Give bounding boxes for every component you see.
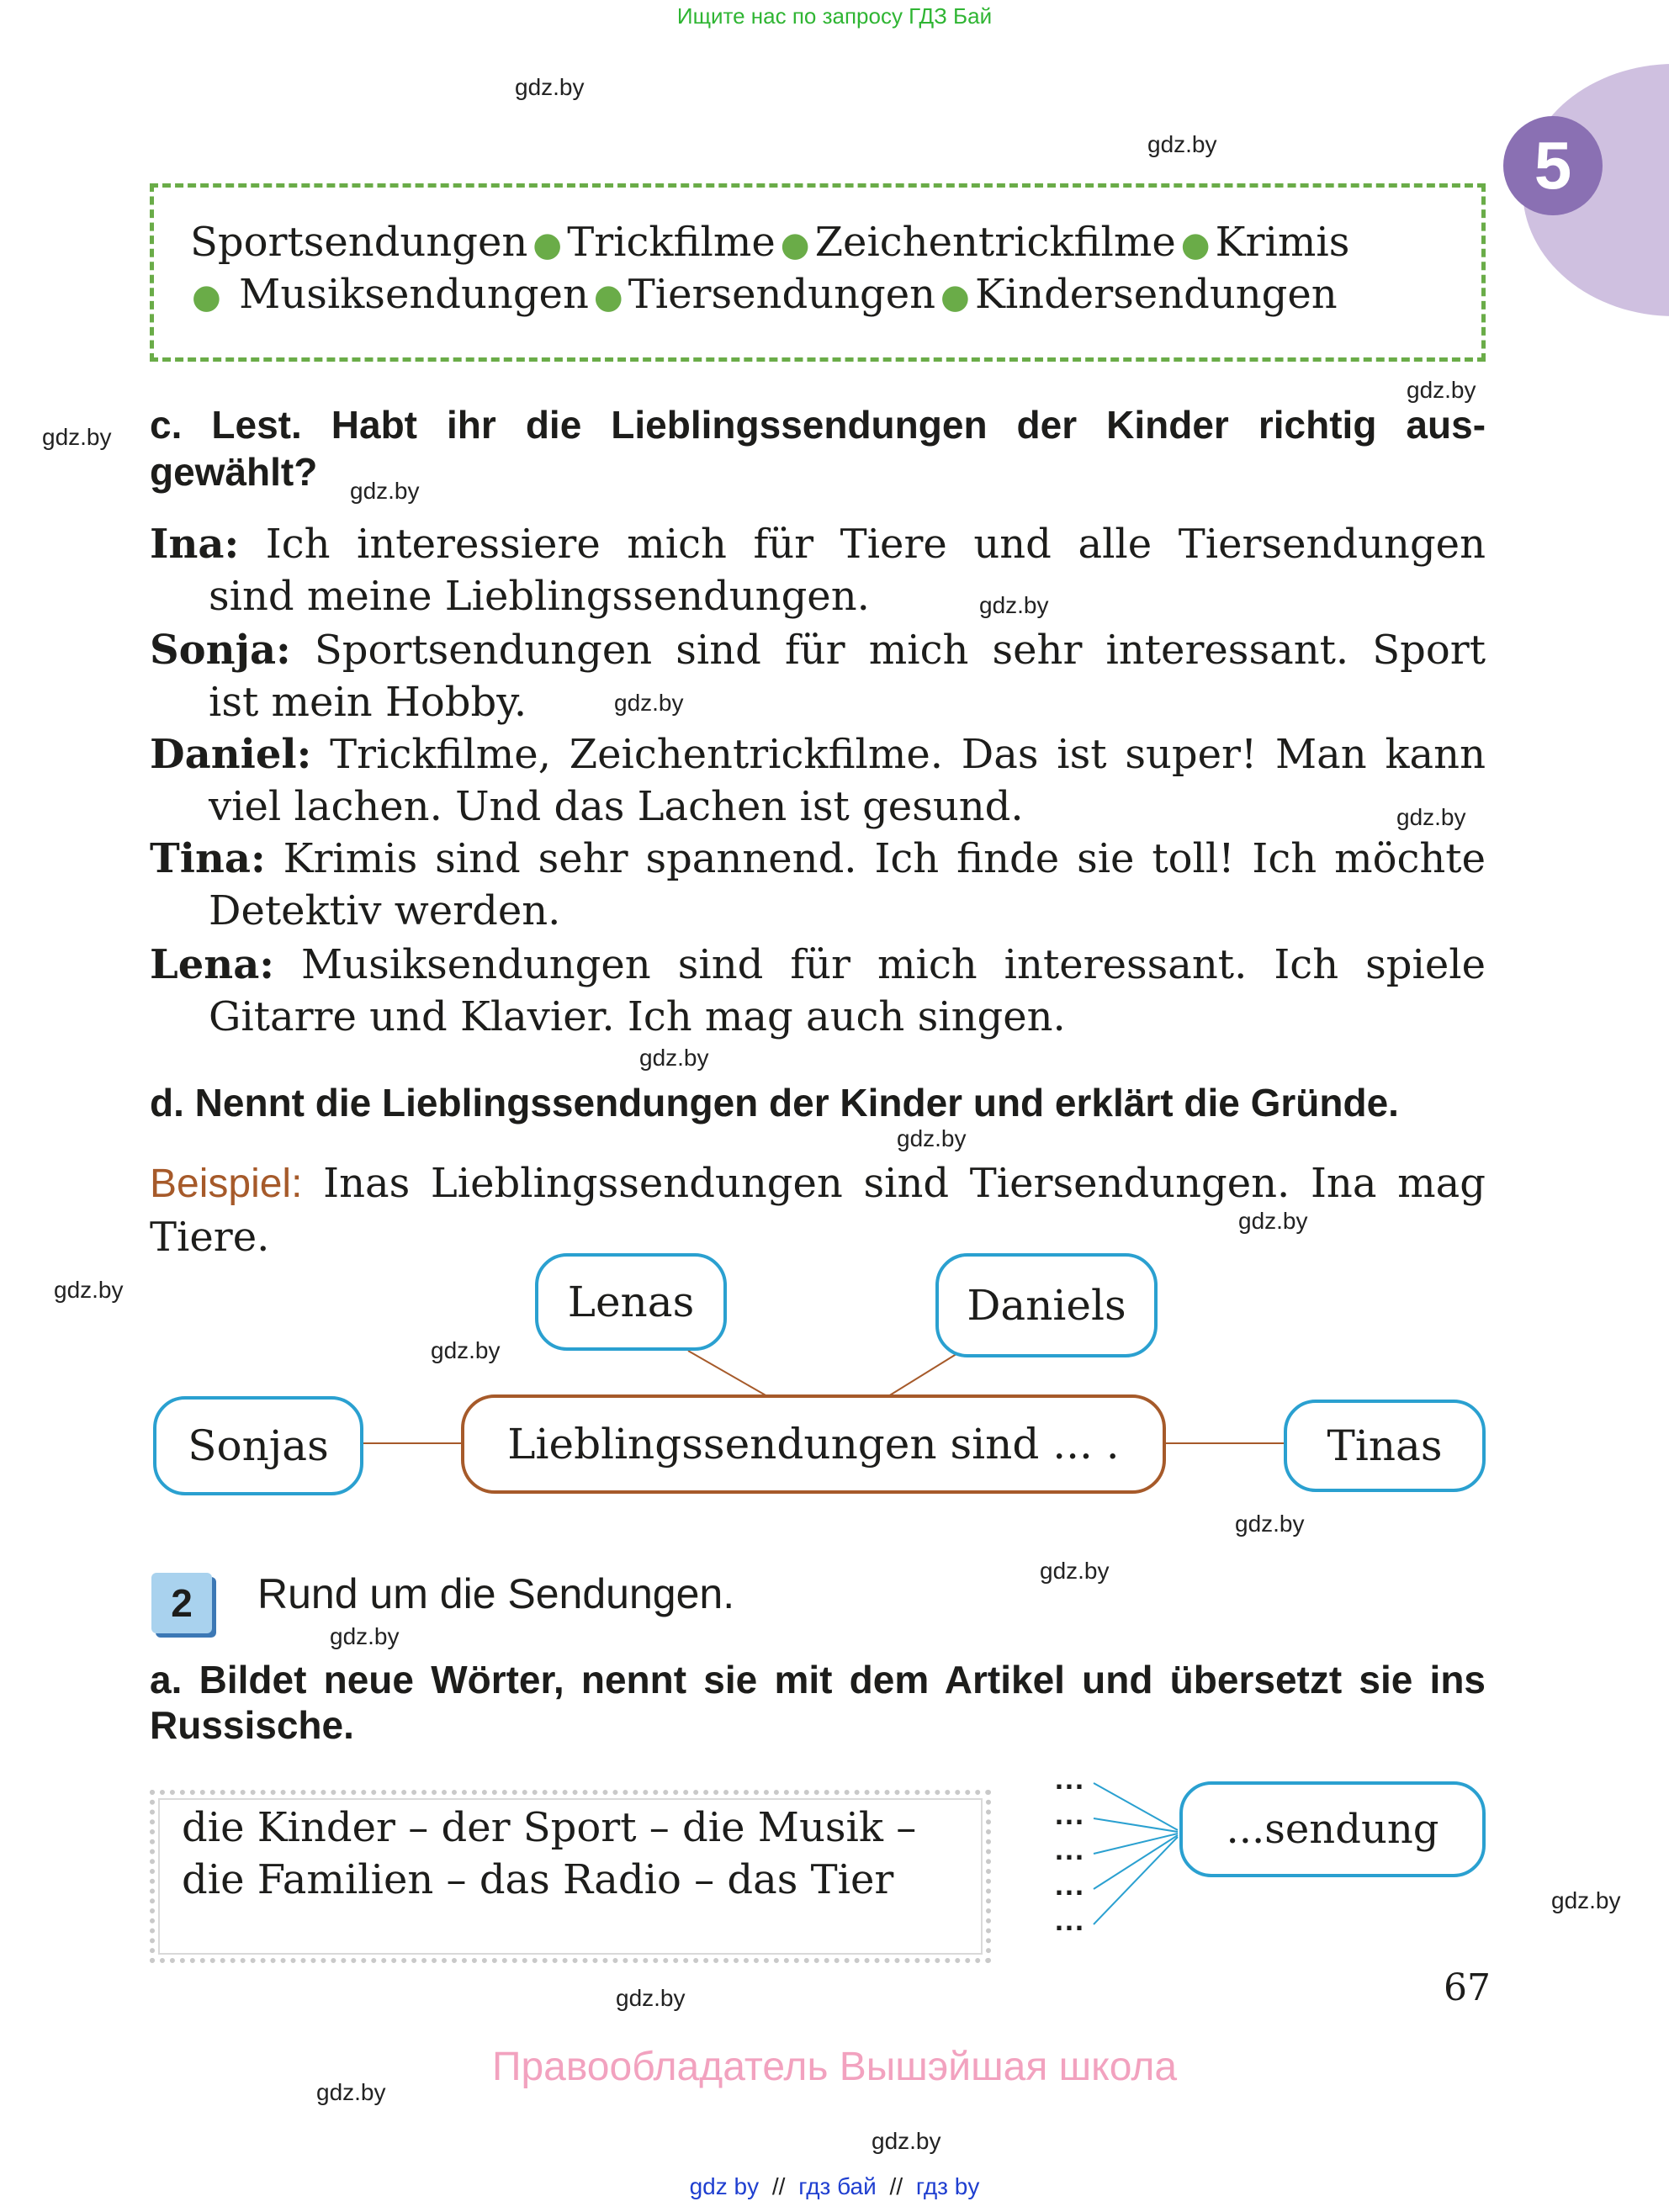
speaker-name: Tina: bbox=[150, 835, 266, 882]
connector-line bbox=[1094, 1783, 1178, 1830]
watermark: gdz.by bbox=[42, 424, 112, 450]
watermark: gdz.by bbox=[431, 1337, 501, 1363]
word-item: Sportsendungen bbox=[190, 219, 528, 266]
chapter-number: 5 bbox=[1503, 116, 1603, 215]
page-number: 67 bbox=[1444, 1966, 1491, 2009]
dialog-text: Ich interessiere mich für Tiere und alle Tiersendungen bbox=[265, 521, 1486, 568]
footer-links bbox=[0, 2173, 1669, 2200]
watermark: gdz.by bbox=[1147, 131, 1217, 157]
example-label: Beispiel: bbox=[150, 1162, 303, 1206]
watermark: gdz.by bbox=[1238, 1208, 1308, 1234]
ellipsis-item: ... bbox=[1055, 1902, 1086, 1937]
task-d-text: Nennt die Lieblingssendungen der Kinder und erklärt die Gründe. bbox=[194, 1081, 1399, 1125]
example-text: Inas Lieblingssendungen sind Tiersendungen. Ina mag bbox=[323, 1160, 1486, 1207]
word-list-line: die Familien – das Radio – das Tier bbox=[182, 1856, 894, 1903]
watermark: gdz.by bbox=[1396, 804, 1466, 830]
watermark: gdz.by bbox=[639, 1045, 709, 1071]
dialog-cont: viel lachen. Und das Lachen ist gesund. bbox=[209, 783, 1024, 830]
dialog-text: Musiksendungen sind für mich interessant. Ich spiele bbox=[301, 941, 1486, 988]
mindmap-center: Lieblingssendungen sind ... . bbox=[461, 1394, 1166, 1494]
footer-link[interactable]: гдз by bbox=[915, 2173, 980, 2199]
word-item: Zeichentrickfilme bbox=[814, 219, 1176, 266]
watermark: gdz.by bbox=[1235, 1511, 1305, 1537]
watermark: gdz.by bbox=[616, 1985, 686, 2011]
task-a-heading-cont: Russische. bbox=[150, 1703, 354, 1747]
word-item: Trickfilme bbox=[567, 219, 776, 266]
watermark: gdz.by bbox=[1040, 1558, 1110, 1584]
task-letter: c. bbox=[150, 403, 183, 447]
bullet-icon: ● bbox=[532, 225, 563, 264]
ellipsis-item: ... bbox=[1055, 1867, 1086, 1902]
bullet-icon: ● bbox=[940, 278, 970, 316]
watermark: gdz.by bbox=[330, 1623, 400, 1649]
example-cont: Tiere. bbox=[150, 1214, 270, 1261]
connector-line bbox=[1094, 1818, 1178, 1832]
mindmap-node-tinas: Tinas bbox=[1284, 1400, 1486, 1492]
footer-link[interactable]: гдз бай bbox=[798, 2173, 877, 2199]
word-item: Krimis bbox=[1215, 219, 1350, 266]
dialog-cont: Detektiv werden. bbox=[209, 887, 561, 934]
word-item: Musiksendungen bbox=[239, 271, 589, 318]
watermark: gdz.by bbox=[350, 478, 420, 504]
dialog-cont: ist mein Hobby. bbox=[209, 679, 527, 726]
dialog-text: Sportsendungen sind für mich sehr interessant. Sport bbox=[314, 627, 1486, 674]
bullet-icon: ● bbox=[593, 278, 623, 316]
watermark: gdz.by bbox=[872, 2128, 941, 2154]
compound-target: ...sendung bbox=[1179, 1781, 1486, 1877]
footer-separator: // bbox=[889, 2173, 903, 2199]
mindmap-node-sonjas: Sonjas bbox=[153, 1396, 363, 1495]
ellipsis-item: ... bbox=[1055, 1761, 1086, 1796]
watermark: gdz.by bbox=[54, 1277, 124, 1303]
watermark: gdz.by bbox=[316, 2079, 386, 2105]
copyright-owner: Правообладатель Вышэйшая школа bbox=[491, 2045, 1178, 2089]
bullet-icon: ● bbox=[1180, 225, 1211, 264]
speaker-name: Daniel: bbox=[150, 731, 312, 778]
word-item: Tiersendungen bbox=[628, 271, 936, 318]
watermark: gdz.by bbox=[897, 1125, 967, 1151]
connector-line bbox=[688, 1351, 767, 1396]
task-letter: a. bbox=[150, 1658, 183, 1701]
exercise-title: Rund um die Sendungen. bbox=[257, 1570, 735, 1617]
word-list-line: die Kinder – der Sport – die Musik – bbox=[182, 1804, 917, 1851]
task-letter: d. bbox=[150, 1081, 184, 1125]
watermark: gdz.by bbox=[979, 592, 1049, 618]
footer-link[interactable]: gdz by bbox=[689, 2173, 760, 2199]
watermark: gdz.by bbox=[1407, 377, 1476, 403]
task-c-text: Lest. Habt ihr die Lieblingssendungen der Kinder richtig aus- bbox=[211, 403, 1486, 447]
dialog-cont: sind meine Lieblingssendungen. bbox=[209, 573, 870, 620]
watermark: gdz.by bbox=[515, 74, 585, 100]
connector-line bbox=[888, 1352, 959, 1396]
speaker-name: Lena: bbox=[150, 941, 275, 988]
watermark: gdz.by bbox=[1551, 1887, 1621, 1913]
mindmap-node-daniels: Daniels bbox=[935, 1253, 1158, 1357]
watermark: gdz.by bbox=[614, 690, 684, 716]
dialog-text: Krimis sind sehr spannend. Ich finde sie toll! Ich möchte bbox=[283, 835, 1486, 882]
footer-separator: // bbox=[771, 2173, 786, 2199]
mindmap-node-lenas: Lenas bbox=[535, 1253, 727, 1351]
bullet-icon: ● bbox=[192, 278, 221, 316]
bullet-icon: ● bbox=[780, 225, 810, 264]
task-a-text: Bildet neue Wörter, nennt sie mit dem Artikel und übersetzt sie ins bbox=[199, 1658, 1486, 1701]
speaker-name: Ina: bbox=[150, 521, 240, 568]
dialog-cont: Gitarre und Klavier. Ich mag auch singen. bbox=[209, 993, 1066, 1040]
ellipsis-item: ... bbox=[1055, 1797, 1086, 1831]
top-banner: Ищите нас по запросу ГДЗ Бай bbox=[676, 3, 993, 29]
ellipsis-item: ... bbox=[1055, 1832, 1086, 1866]
task-c-heading-cont: gewählt? bbox=[150, 450, 318, 494]
task-a-heading bbox=[150, 1657, 1486, 1702]
speaker-name: Sonja: bbox=[150, 627, 291, 674]
dialog-text: Trickfilme, Zeichentrickfilme. Das ist super! Man kann bbox=[330, 731, 1486, 778]
exercise-number: 2 bbox=[151, 1573, 212, 1633]
word-item: Kindersendungen bbox=[974, 271, 1338, 318]
